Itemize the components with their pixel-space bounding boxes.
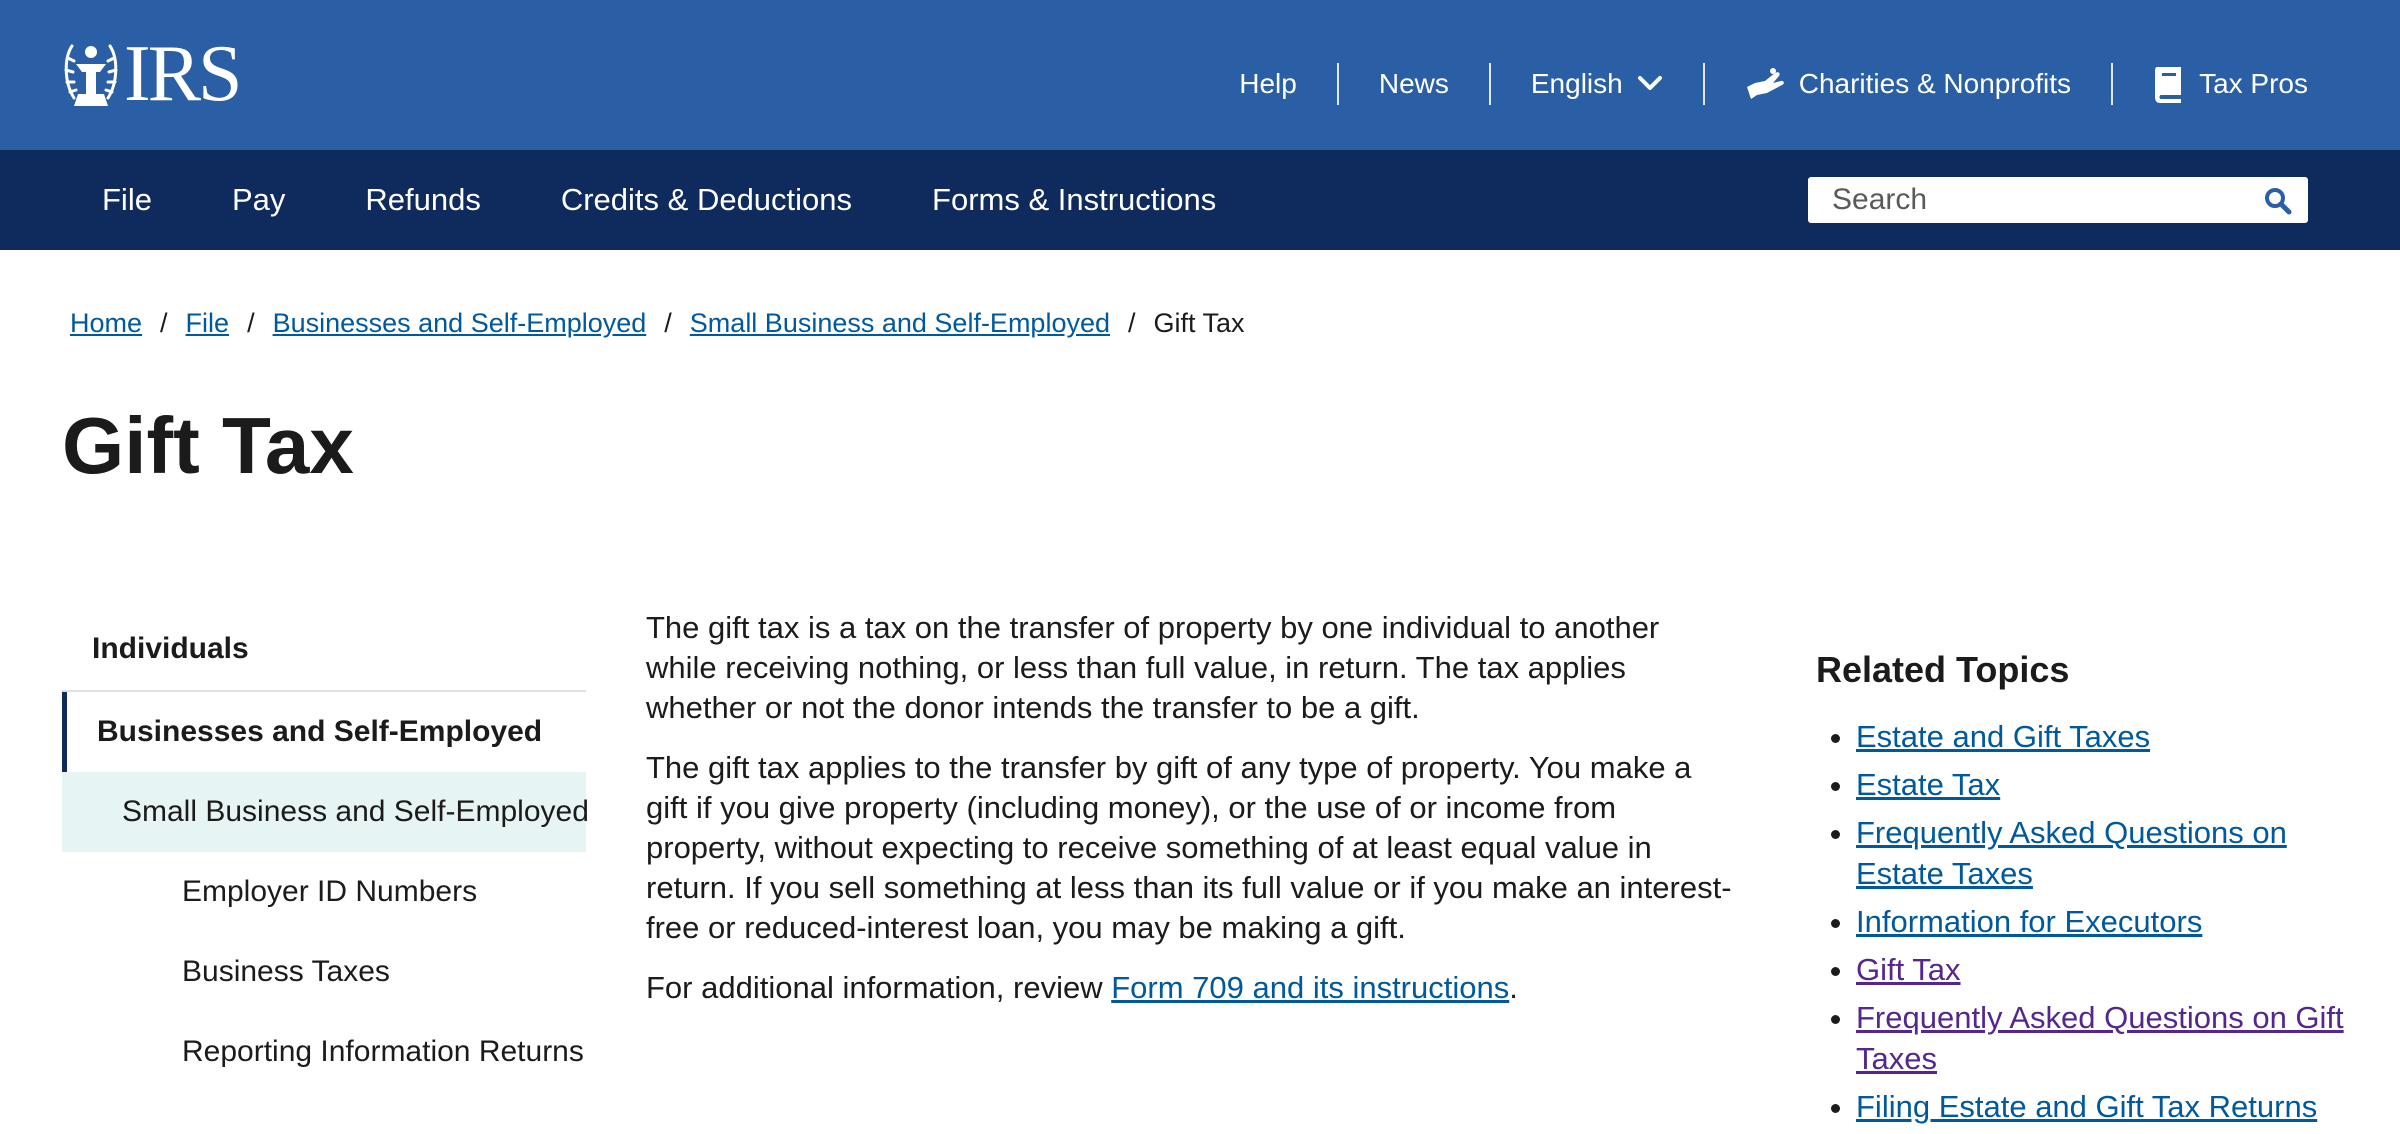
utility-divider: [1489, 63, 1491, 105]
nav-forms-instructions[interactable]: Forms & Instructions: [932, 182, 1217, 217]
charities-label: Charities & Nonprofits: [1798, 68, 2072, 99]
irs-eagle-icon: [62, 38, 120, 110]
page-title: Gift Tax: [62, 401, 354, 490]
list-item: [1856, 997, 2376, 1079]
help-link[interactable]: [1199, 62, 1337, 106]
nav-file[interactable]: File: [102, 182, 152, 217]
list-item: [1856, 949, 2376, 990]
irs-logo[interactable]: [62, 30, 240, 118]
related-link-estate-tax[interactable]: Estate Tax: [1856, 767, 2001, 802]
helping-hand-icon: [1745, 67, 1785, 101]
news-link[interactable]: [1339, 62, 1489, 106]
book-icon: [2153, 65, 2185, 103]
search-icon[interactable]: [2264, 187, 2292, 215]
form-709-link[interactable]: Form 709 and its instructions: [1111, 970, 1510, 1005]
content-paragraph-form709: [646, 968, 1736, 1008]
related-link-filing-returns[interactable]: Filing Estate and Gift Tax Returns: [1856, 1089, 2318, 1124]
sidebar-item-reporting-returns[interactable]: Reporting Information Returns: [182, 1035, 584, 1068]
list-item: [1856, 764, 2376, 805]
sidebar-item-small-business[interactable]: Small Business and Self-Employed: [62, 772, 586, 852]
search-input[interactable]: [1808, 178, 2252, 222]
sidebar: [62, 612, 589, 1092]
list-item: [1856, 716, 2376, 757]
nav-pay[interactable]: Pay: [231, 182, 286, 217]
list-item: [1856, 812, 2376, 894]
breadcrumb-separator: /: [247, 308, 255, 338]
related-topics-title: Related Topics: [1816, 649, 2070, 690]
search-box: [1808, 177, 2308, 223]
breadcrumb-home[interactable]: Home: [70, 308, 143, 338]
utility-divider: [2111, 63, 2113, 105]
breadcrumb-separator: /: [1128, 308, 1136, 338]
tax-pros-link[interactable]: [2113, 62, 2308, 106]
language-label: English: [1530, 68, 1623, 99]
sidebar-item-businesses[interactable]: Businesses and Self-Employed: [62, 692, 586, 772]
related-link-faq-estate[interactable]: Frequently Asked Questions on Estate Taxes: [1856, 815, 2287, 891]
news-label: News: [1378, 68, 1449, 99]
charities-link[interactable]: [1705, 62, 2111, 106]
breadcrumb-separator: /: [664, 308, 672, 338]
breadcrumb-current: Gift Tax: [1153, 308, 1245, 338]
content-paragraph: The gift tax is a tax on the transfer of property by one individual to another while receiving nothing, or less than full value, in return. The tax applies whether or not the donor intends the transfer to be a gift.: [646, 610, 1660, 725]
tax-pros-label: Tax Pros: [2199, 68, 2308, 99]
form709-prefix: For additional information, review: [646, 970, 1112, 1005]
chevron-down-icon: [1637, 75, 1663, 93]
language-dropdown[interactable]: [1491, 62, 1703, 106]
sidebar-item-employer-id[interactable]: Employer ID Numbers: [182, 875, 478, 908]
main-nav-links: [62, 150, 1256, 250]
related-link-executors[interactable]: Information for Executors: [1856, 904, 2203, 939]
breadcrumb-separator: /: [160, 308, 168, 338]
sidebar-item-business-taxes[interactable]: Business Taxes: [182, 955, 390, 988]
utility-divider: [1337, 63, 1339, 105]
top-header: [0, 0, 2400, 150]
breadcrumb-businesses[interactable]: Businesses and Self-Employed: [272, 308, 647, 338]
sidebar-item-individuals[interactable]: Individuals: [62, 612, 586, 692]
content-paragraph: The gift tax applies to the transfer by gift of any type of property. You make a gift if you give property (including money), or the use of or income from property, without expecting to receive something of at least equal value in return. If you sell something at less than its full value or if you make an interest-free or reduced-interest loan, you may be making a gift.: [646, 750, 1732, 945]
related-topics: [1816, 648, 2376, 1134]
related-link-gift-tax[interactable]: Gift Tax: [1856, 952, 1961, 987]
list-item: [1856, 1086, 2376, 1127]
breadcrumb-file[interactable]: File: [185, 308, 230, 338]
related-link-faq-gift[interactable]: Frequently Asked Questions on Gift Taxes: [1856, 1000, 2344, 1076]
irs-wordmark: IRS: [124, 30, 240, 118]
related-link-estate-gift-taxes[interactable]: Estate and Gift Taxes: [1856, 719, 2151, 754]
main-content: [646, 608, 1736, 1028]
form709-suffix: .: [1509, 970, 1518, 1005]
nav-credits-deductions[interactable]: Credits & Deductions: [560, 182, 853, 217]
related-topics-list: [1816, 716, 2376, 1127]
breadcrumb-small-business[interactable]: Small Business and Self-Employed: [689, 308, 1110, 338]
help-label: Help: [1239, 68, 1297, 99]
utility-nav: [1199, 62, 2308, 106]
nav-refunds[interactable]: Refunds: [365, 182, 481, 217]
breadcrumb: [70, 308, 1245, 339]
utility-divider: [1703, 63, 1705, 105]
list-item: [1856, 901, 2376, 942]
